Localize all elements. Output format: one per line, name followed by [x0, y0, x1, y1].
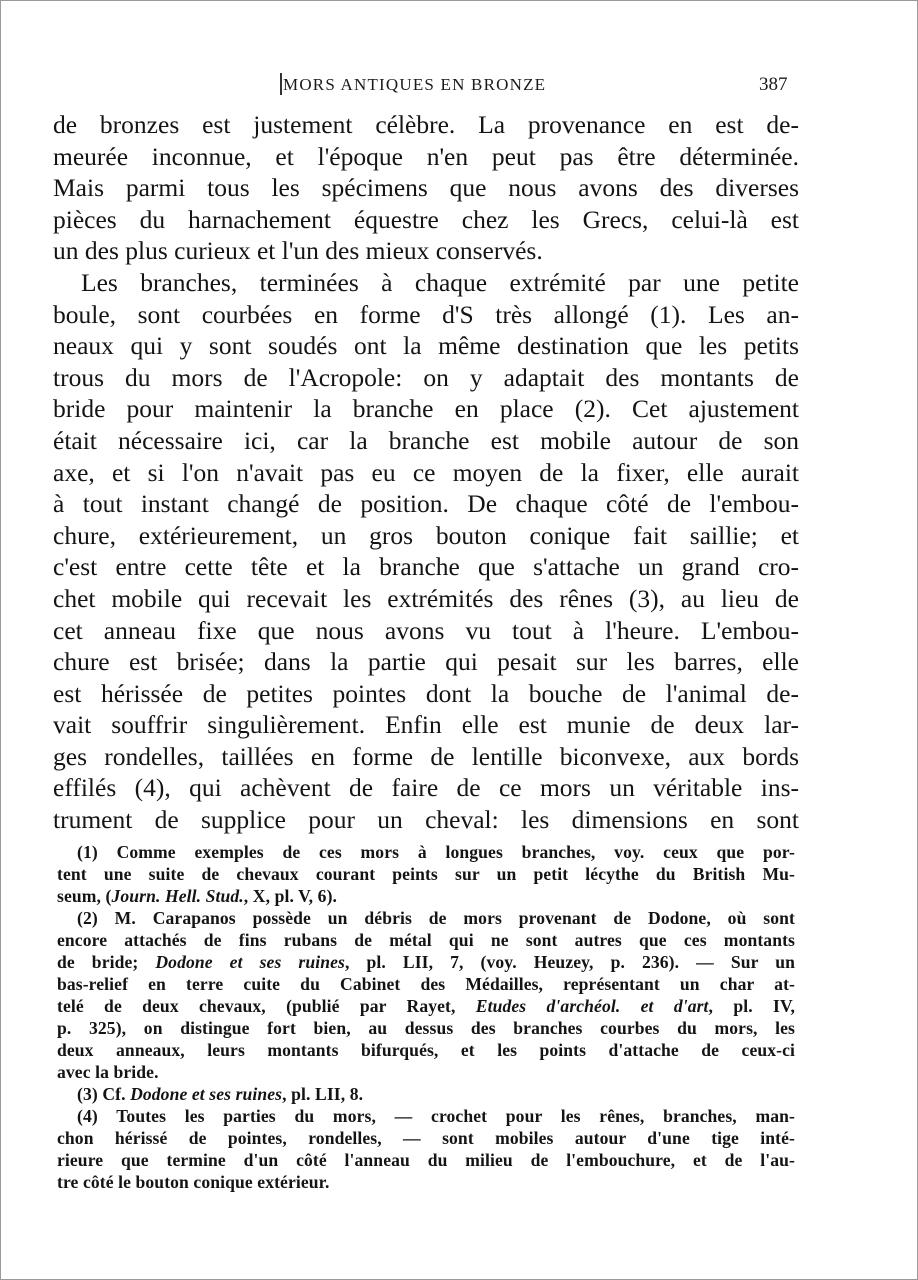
- footnote-text: encore attachés de fins rubans de métal qui ne sont autres que ces montants: [57, 930, 795, 950]
- text-line: était nécessaire ici, car la branche est mobile autour de son: [53, 425, 799, 455]
- footnote-line: [57, 841, 795, 863]
- footnote-text: p. 325), on distingue fort bien, au dessus des branches courbes du mors, les: [57, 1018, 795, 1038]
- footnote-text: avec la bride.: [57, 1062, 159, 1082]
- footnote-line: [57, 1105, 795, 1127]
- footnote-text: telé de deux chevaux, (publié par Rayet,: [57, 996, 476, 1016]
- running-title: MORS ANTIQUES EN BRONZE: [283, 75, 547, 94]
- page-number: 387: [759, 74, 788, 95]
- footnote-line: [57, 1083, 795, 1105]
- text-line: vait souffrir singulièrement. Enfin elle est munie de deux lar-: [53, 710, 799, 740]
- paragraph: [53, 267, 799, 836]
- footnote-citation: Dodone et ses ruines: [130, 1084, 283, 1104]
- footnote-citation: Etudes d'archéol. et d'art: [475, 996, 709, 1016]
- footnote-line: [57, 973, 795, 995]
- footnote-text: , pl. LII, 8.: [282, 1084, 364, 1104]
- text-line: pièces du harnachement équestre chez les Grecs, celui-là est: [53, 204, 799, 234]
- text-line: est hérissée de petites pointes dont la bouche de l'animal de-: [53, 678, 799, 708]
- text-line: axe, et si l'on n'avait pas eu ce moyen de la fixer, elle aurait: [53, 457, 799, 487]
- text-line: à tout instant changé de position. De chaque côté de l'embou-: [53, 489, 799, 519]
- footnote-text: de bride;: [57, 952, 156, 972]
- footnote-line: [57, 929, 795, 951]
- footnote-text: , pl. IV,: [708, 996, 795, 1016]
- footnote-text: deux anneaux, leurs montants bifurqués, et les points d'attache de ceux-ci: [57, 1040, 795, 1060]
- footnote-line: [57, 1039, 795, 1061]
- footnote-line: [57, 995, 795, 1017]
- footnote-line: [57, 1149, 795, 1171]
- footnote-citation: Journ. Hell. Stud.: [111, 886, 244, 906]
- footnote-line: [57, 885, 795, 907]
- text-line: chure est brisée; dans la partie qui pesait sur les barres, elle: [53, 647, 799, 677]
- footnote-text: tre côté le bouton conique extérieur.: [57, 1172, 330, 1192]
- footnote-line: [57, 1017, 795, 1039]
- text-line: neaux qui y sont soudés ont la même destination que les petits: [53, 331, 799, 361]
- text-line: cet anneau fixe que nous avons vu tout à l'heure. L'embou-: [53, 615, 799, 645]
- text-line: c'est entre cette tête et la branche que s'attache un grand cro-: [53, 552, 799, 582]
- text-line: bride pour maintenir la branche en place (2). Cet ajustement: [53, 394, 799, 424]
- footnote: [57, 841, 795, 907]
- footnote-text: seum, (: [57, 886, 112, 906]
- footnote-line: [57, 1127, 795, 1149]
- body-text: [53, 109, 799, 836]
- footnote-text: (4) Toutes les parties du mors, — crochet pour les rênes, branches, man-: [77, 1106, 795, 1126]
- text-line: un des plus curieux et l'un des mieux conservés.: [53, 236, 543, 266]
- text-line: effilés (4), qui achèvent de faire de ce mors un véritable ins-: [53, 773, 799, 803]
- footnote: [57, 907, 795, 1083]
- footnote-text: , pl. LII, 7, (voy. Heuzey, p. 236). — Sur un: [344, 952, 796, 972]
- footnote-text: bas-relief en terre cuite du Cabinet des Médailles, représentant un char at-: [57, 974, 795, 994]
- footnote-text: rieure que termine d'un côté l'anneau du milieu de l'embouchure, et de l'au-: [57, 1150, 795, 1170]
- footnotes: [57, 841, 795, 1193]
- text-line: trument de supplice pour un cheval: les dimensions en sont: [53, 805, 799, 835]
- footnote-line: [57, 907, 795, 929]
- text-line: meurée inconnue, et l'époque n'en peut pas être déterminée.: [53, 141, 799, 171]
- text-line: trous du mors de l'Acropole: on y adaptait des montants de: [53, 362, 799, 392]
- footnote-text: (3) Cf.: [77, 1084, 131, 1104]
- footnote-citation: Dodone et ses ruines: [155, 952, 345, 972]
- text-line: chure, extérieurement, un gros bouton conique fait saillie; et: [53, 520, 799, 550]
- footnote-line: [57, 951, 795, 973]
- running-header: [1, 75, 917, 99]
- text-line: chet mobile qui recevait les extrémités des rênes (3), au lieu de: [53, 583, 799, 613]
- footnote-line: [57, 863, 795, 885]
- footnote-text: tent une suite de chevaux courant peints sur un petit lécythe du British Mu-: [57, 864, 795, 884]
- footnote: [57, 1105, 795, 1193]
- footnote-text: (1) Comme exemples de ces mors à longues branches, voy. ceux que por-: [77, 842, 795, 862]
- text-line: Les branches, terminées à chaque extrémité par une petite: [81, 267, 799, 297]
- text-line: boule, sont courbées en forme d'S très allongé (1). Les an-: [53, 299, 799, 329]
- footnote-text: (2) M. Carapanos possède un débris de mors provenant de Dodone, où sont: [77, 908, 795, 928]
- footnote-line: [57, 1061, 795, 1083]
- footnote-text: chon hérissé de pointes, rondelles, — sont mobiles autour d'une tige inté-: [57, 1128, 795, 1148]
- footnote-text: , X, pl. V, 6).: [243, 886, 338, 906]
- text-line: Mais parmi tous les spécimens que nous avons des diverses: [53, 173, 799, 203]
- footnote-line: [57, 1171, 795, 1193]
- text-line: de bronzes est justement célèbre. La provenance en est de-: [53, 110, 799, 139]
- paragraph: [53, 109, 799, 267]
- text-line: ges rondelles, taillées en forme de lentille biconvexe, aux bords: [53, 741, 799, 771]
- footnote: [57, 1083, 795, 1105]
